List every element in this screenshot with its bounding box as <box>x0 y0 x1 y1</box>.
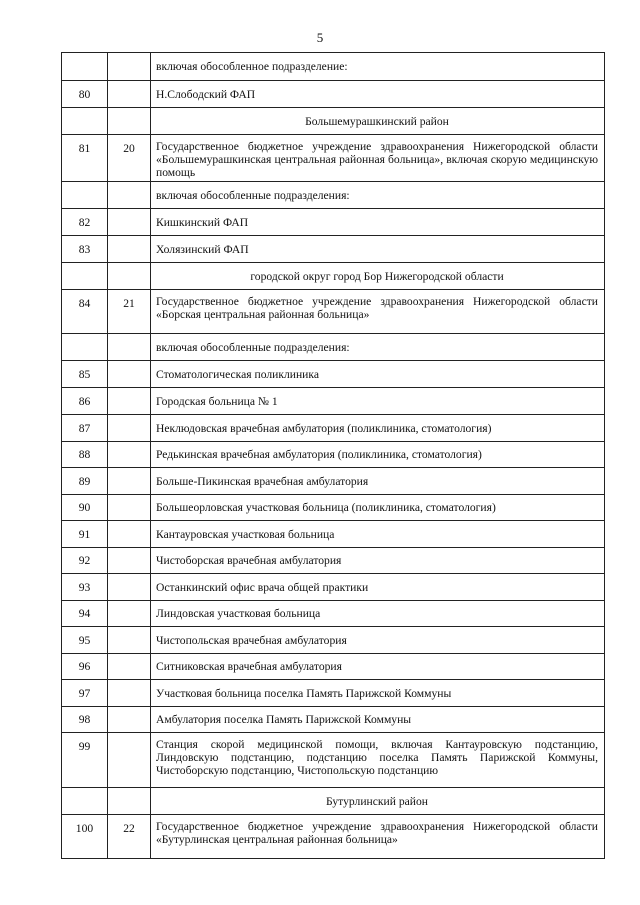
table-row <box>62 680 605 707</box>
org-number-cell <box>108 788 151 815</box>
org-number-cell <box>108 627 151 654</box>
row-number-cell: 96 <box>62 654 108 680</box>
table-row <box>62 209 605 236</box>
row-number-cell <box>62 788 108 815</box>
org-number-cell <box>108 601 151 627</box>
org-number-cell <box>108 495 151 521</box>
institution-name: Кантауровская участковая больница <box>151 521 605 548</box>
org-number-cell <box>108 108 151 135</box>
table-row <box>62 415 605 442</box>
row-number-cell: 90 <box>62 495 108 521</box>
section-row <box>62 263 605 290</box>
row-number-cell: 87 <box>62 415 108 442</box>
row-number-cell: 99 <box>62 733 108 788</box>
institution-name: Станция скорой медицинской помощи, включая Кантауровскую подстанцию, Линдовскую подстанцию, подстанцию поселка Память Парижской Коммуны, Чистоборскую подстанцию, Чистопольскую подстанцию <box>151 733 605 788</box>
section-heading: Бутурлинский район <box>151 788 605 815</box>
row-number-cell <box>62 53 108 81</box>
org-number-cell <box>108 81 151 108</box>
institution-name: Редькинская врачебная амбулатория (поликлиника, стоматология) <box>151 442 605 468</box>
row-number-cell: 98 <box>62 707 108 733</box>
institution-name: Холязинский ФАП <box>151 236 605 263</box>
row-number-cell: 97 <box>62 680 108 707</box>
section-row <box>62 108 605 135</box>
institution-name: Неклюдовская врачебная амбулатория (поликлиника, стоматология) <box>151 415 605 442</box>
row-number-cell: 93 <box>62 574 108 601</box>
row-number-cell: 83 <box>62 236 108 263</box>
table-row <box>62 236 605 263</box>
org-number-cell: 21 <box>108 290 151 334</box>
institution-name: Государственное бюджетное учреждение здравоохранения Нижегородской области «Большемурашкинская центральная районная больница», включая скорую медицинскую помощь <box>151 135 605 182</box>
row-number-cell: 82 <box>62 209 108 236</box>
row-number-cell: 86 <box>62 388 108 415</box>
table-row <box>62 495 605 521</box>
row-number-cell: 84 <box>62 290 108 334</box>
org-number-cell <box>108 182 151 209</box>
section-heading: городской округ город Бор Нижегородской области <box>151 263 605 290</box>
institution-name: Участковая больница поселка Память Парижской Коммуны <box>151 680 605 707</box>
institution-name: Останкинский офис врача общей практики <box>151 574 605 601</box>
org-number-cell <box>108 521 151 548</box>
org-number-cell: 22 <box>108 815 151 859</box>
institution-name: Чистопольская врачебная амбулатория <box>151 627 605 654</box>
row-number-cell: 88 <box>62 442 108 468</box>
institution-name: Амбулатория поселка Память Парижской Коммуны <box>151 707 605 733</box>
subdivision-note: включая обособленное подразделение: <box>151 53 605 81</box>
org-number-cell <box>108 263 151 290</box>
table-row <box>62 521 605 548</box>
row-number-cell: 85 <box>62 361 108 388</box>
table-row <box>62 601 605 627</box>
org-number-cell <box>108 680 151 707</box>
org-number-cell <box>108 442 151 468</box>
section-row <box>62 788 605 815</box>
row-number-cell: 100 <box>62 815 108 859</box>
table-row <box>62 707 605 733</box>
subdivision-note: включая обособленные подразделения: <box>151 334 605 361</box>
org-number-cell <box>108 574 151 601</box>
org-number-cell <box>108 707 151 733</box>
row-number-cell <box>62 108 108 135</box>
note-row <box>62 334 605 361</box>
row-number-cell: 81 <box>62 135 108 182</box>
org-number-cell <box>108 548 151 574</box>
institution-name: Кишкинский ФАП <box>151 209 605 236</box>
institution-name: Стоматологическая поликлиника <box>151 361 605 388</box>
institution-name: Больше-Пикинская врачебная амбулатория <box>151 468 605 495</box>
table-row <box>62 361 605 388</box>
note-row <box>62 53 605 81</box>
subdivision-note: включая обособленные подразделения: <box>151 182 605 209</box>
section-heading: Большемурашкинский район <box>151 108 605 135</box>
org-number-cell <box>108 415 151 442</box>
table-row <box>62 627 605 654</box>
institution-name: Городская больница № 1 <box>151 388 605 415</box>
table-row <box>62 442 605 468</box>
org-number-cell <box>108 209 151 236</box>
org-number-cell <box>108 334 151 361</box>
table-row <box>62 548 605 574</box>
table-row <box>62 574 605 601</box>
org-number-cell <box>108 361 151 388</box>
org-number-cell <box>108 53 151 81</box>
row-number-cell <box>62 182 108 209</box>
institution-name: Чистоборская врачебная амбулатория <box>151 548 605 574</box>
table-row <box>62 135 605 182</box>
org-number-cell <box>108 468 151 495</box>
org-number-cell <box>108 388 151 415</box>
institution-name: Н.Слободский ФАП <box>151 81 605 108</box>
institution-name: Большеорловская участковая больница (поликлиника, стоматология) <box>151 495 605 521</box>
table-row <box>62 468 605 495</box>
table-row <box>62 290 605 334</box>
row-number-cell: 95 <box>62 627 108 654</box>
table-row <box>62 654 605 680</box>
institution-name: Государственное бюджетное учреждение здравоохранения Нижегородской области «Бутурлинская центральная районная больница» <box>151 815 605 859</box>
org-number-cell: 20 <box>108 135 151 182</box>
row-number-cell: 92 <box>62 548 108 574</box>
table-row <box>62 733 605 788</box>
row-number-cell: 91 <box>62 521 108 548</box>
org-number-cell <box>108 733 151 788</box>
org-number-cell <box>108 236 151 263</box>
row-number-cell: 89 <box>62 468 108 495</box>
row-number-cell <box>62 334 108 361</box>
institution-name: Государственное бюджетное учреждение здравоохранения Нижегородской области «Борская центральная районная больница» <box>151 290 605 334</box>
table-row <box>62 815 605 859</box>
org-number-cell <box>108 654 151 680</box>
table-row <box>62 81 605 108</box>
institution-name: Ситниковская врачебная амбулатория <box>151 654 605 680</box>
row-number-cell: 94 <box>62 601 108 627</box>
institution-name: Линдовская участковая больница <box>151 601 605 627</box>
row-number-cell <box>62 263 108 290</box>
row-number-cell: 80 <box>62 81 108 108</box>
page-number: 5 <box>316 30 324 45</box>
table-row <box>62 388 605 415</box>
note-row <box>62 182 605 209</box>
institutions-table <box>61 52 605 859</box>
